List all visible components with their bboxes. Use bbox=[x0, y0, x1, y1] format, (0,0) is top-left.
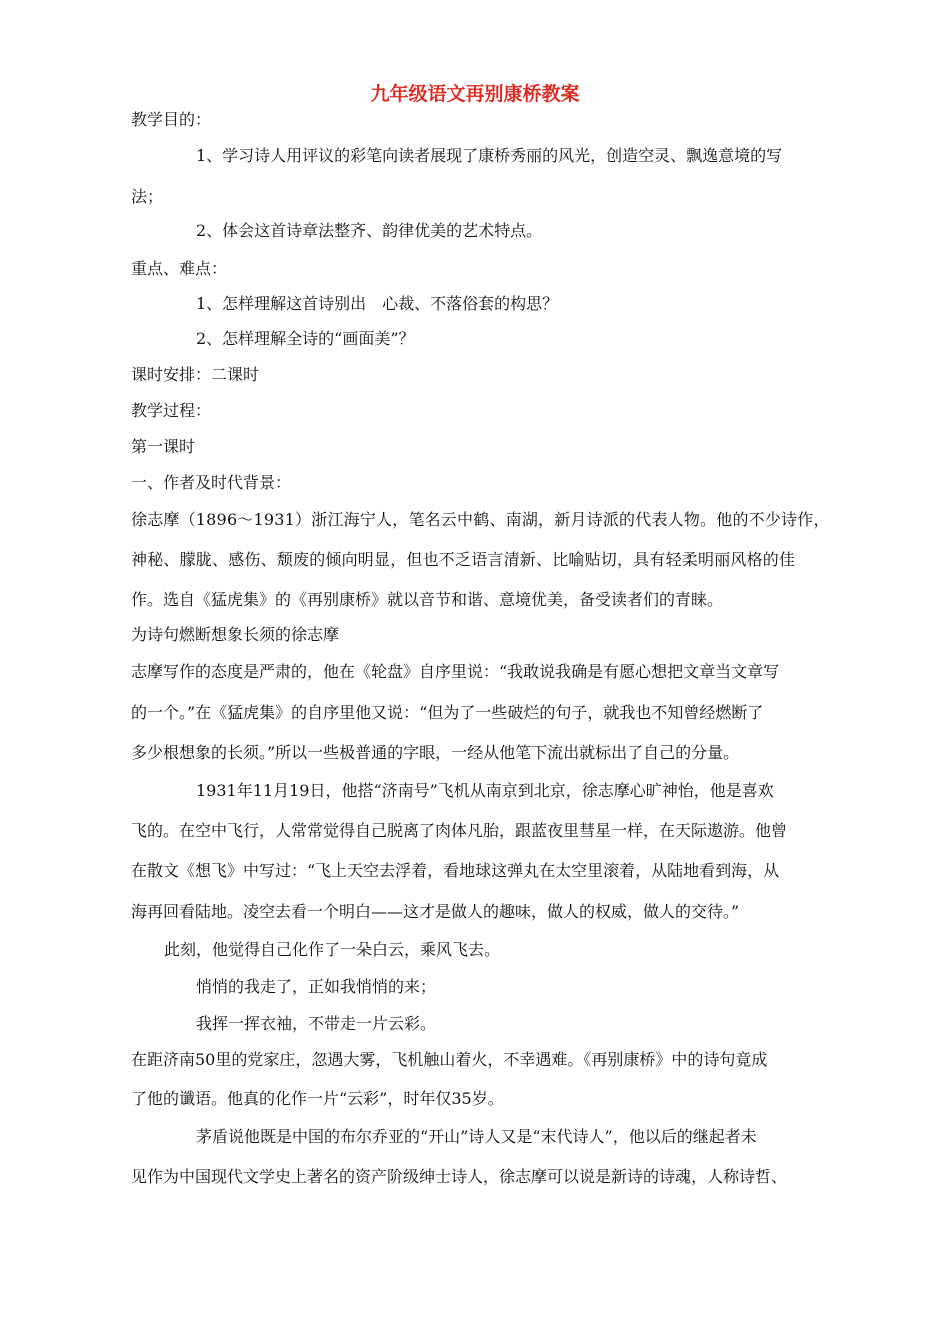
subheading: 为诗句燃断想象长须的徐志摩 bbox=[131, 625, 340, 644]
paragraph-line: 法； bbox=[131, 187, 164, 206]
paragraph-line: 茅盾说他既是中国的布尔乔亚的“开山”诗人又是“末代诗人”，他以后的继起者未 bbox=[196, 1127, 757, 1146]
paragraph-line: 作。选自《猛虎集》的《再别康桥》就以音节和谐、意境优美，备受读者们的青睐。 bbox=[131, 590, 724, 609]
paragraph-line: 神秘、朦胧、感伤、颓废的倾向明显，但也不乏语言清新、比喻贴切，具有轻柔明丽风格的佳 bbox=[131, 550, 796, 569]
poem-line: 我挥一挥衣袖，不带走一片云彩。 bbox=[196, 1014, 437, 1033]
section-heading-background: 一、作者及时代背景： bbox=[131, 473, 292, 492]
paragraph-line: 了他的谶语。他真的化作一片“云彩”，时年仅35岁。 bbox=[131, 1089, 504, 1108]
lesson-heading: 第一课时 bbox=[131, 437, 196, 456]
section-heading-objectives: 教学目的： bbox=[131, 110, 212, 129]
paragraph-line: 1、怎样理解这首诗别出 心裁、不落俗套的构思？ bbox=[196, 294, 559, 313]
paragraph-line: 此刻，他觉得自己化作了一朵白云，乘风飞去。 bbox=[164, 940, 501, 959]
poem-line: 悄悄的我走了，正如我悄悄的来； bbox=[196, 977, 437, 996]
paragraph-line: 在距济南50里的党家庄，忽遇大雾，飞机触山着火，不幸遇难。《再别康桥》中的诗句竟成 bbox=[131, 1050, 768, 1069]
paragraph-line: 的一个。”在《猛虎集》的自序里他又说：“但为了一些破烂的句子，就我也不知曾经燃断了 bbox=[131, 703, 764, 722]
section-heading-key-points: 重点、难点： bbox=[131, 259, 228, 278]
paragraph-line: 徐志摩（1896～1931）浙江海宁人，笔名云中鹤、南湖，新月诗派的代表人物。他的不少诗作， bbox=[131, 510, 830, 529]
paragraph-line: 在散文《想飞》中写过：“飞上天空去浮着，看地球这弹丸在太空里滚着，从陆地看到海，从 bbox=[131, 861, 780, 880]
document-title: 九年级语文再别康桥教案 bbox=[370, 83, 580, 105]
paragraph-line: 海再回看陆地。凌空去看一个明白——这才是做人的趣味，做人的权威，做人的交待。” bbox=[131, 902, 740, 921]
paragraph-line: 飞的。在空中飞行，人常常觉得自己脱离了肉体凡胎，跟蓝夜里彗星一样，在天际遨游。他曾 bbox=[131, 821, 788, 840]
paragraph-line: 多少根想象的长须。”所以一些极普通的字眼，一经从他笔下流出就标出了自己的分量。 bbox=[131, 743, 740, 762]
paragraph-line: 2、怎样理解全诗的“画面美”？ bbox=[196, 329, 415, 348]
schedule-line: 课时安排：二课时 bbox=[131, 365, 260, 384]
paragraph-line: 志摩写作的态度是严肃的，他在《轮盘》自序里说：“我敢说我确是有愿心想把文章当文章写 bbox=[131, 662, 780, 681]
paragraph-line: 1931年11月19日，他搭“济南号”飞机从南京到北京，徐志摩心旷神怡，他是喜欢 bbox=[196, 781, 774, 800]
paragraph-line: 1、学习诗人用评议的彩笔向读者展现了康桥秀丽的风光，创造空灵、飘逸意境的写 bbox=[196, 146, 783, 165]
paragraph-line: 2、体会这首诗章法整齐、韵律优美的艺术特点。 bbox=[196, 221, 543, 240]
paragraph-line: 见作为中国现代文学史上著名的资产阶级绅士诗人，徐志摩可以说是新诗的诗魂，人称诗哲、 bbox=[131, 1167, 788, 1186]
section-heading-process: 教学过程： bbox=[131, 401, 212, 420]
